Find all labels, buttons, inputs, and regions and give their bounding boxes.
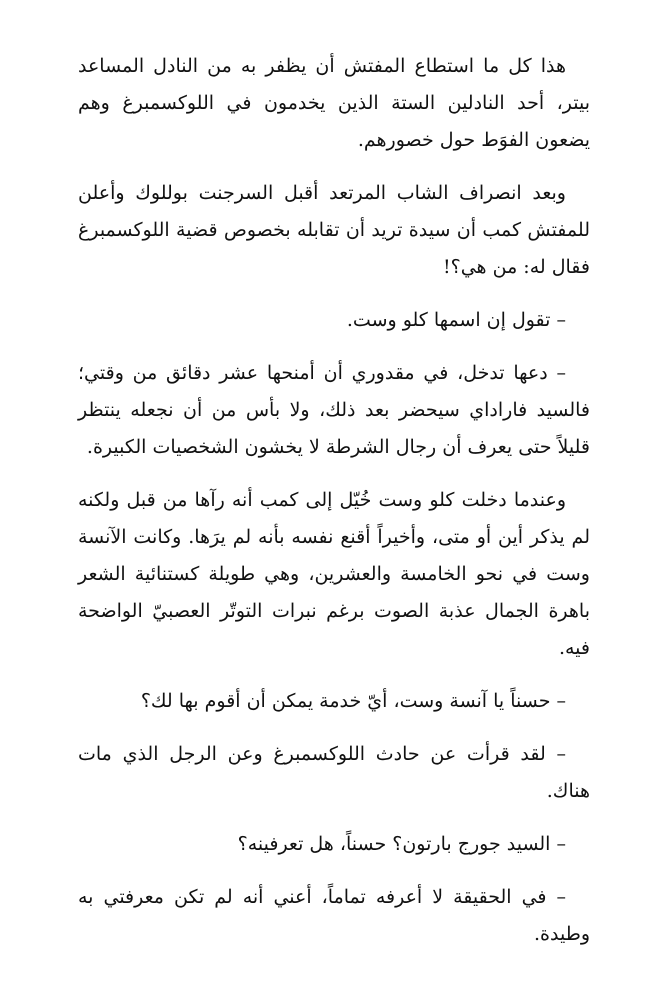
- paragraph-3: وعندما دخلت كلو وست خُيّل إلى كمب أنه رآها من قبل ولكنه لم يذكر أين أو متى، وأخيراً أقنع نفسه بأنه لم يرَها. وكانت الآنسة وست في نحو الخامسة والعشرين، وهي طويلة كستنائية الشعر باهرة الجمال عذبة الصوت برغم نبرات التوتّر العصبيّ الواضحة فيه.: [78, 489, 590, 659]
- book-page: [78, 48, 590, 969]
- dialogue-line-5: – السيد جورج بارتون؟ حسناً، هل تعرفينه؟: [237, 833, 566, 855]
- dialogue-line-2: – دعها تدخل، في مقدوري أن أمنحها عشر دقائق من وقتي؛ فالسيد فاراداي سيحضر بعد ذلك، ولا بأس من أن نجعله ينتظر قليلاً حتى يعرف أن رجال الشرطة لا يخشون الشخصيات الكبيرة.: [78, 362, 590, 458]
- dialogue-line-3: – حسناً يا آنسة وست، أيّ خدمة يمكن أن أقوم بها لك؟: [140, 690, 566, 712]
- paragraph-1: هذا كل ما استطاع المفتش أن يظفر به من النادل المساعد بيتر، أحد النادلين الستة الذين يخدمون في اللوكسمبرغ وهم يضعون الفوَط حول خصورهم.: [78, 55, 590, 151]
- paragraph-2: وبعد انصراف الشاب المرتعد أقبل السرجنت بوللوك وأعلن للمفتش كمب أن سيدة تريد أن تقابله بخصوص قضية اللوكسمبرغ فقال له: من هي؟!: [78, 182, 590, 278]
- dialogue-line-6: – في الحقيقة لا أعرفه تماماً، أعني أنه لم تكن معرفتي به وطيدة.: [78, 886, 590, 945]
- dialogue-line-4: – لقد قرأت عن حادث اللوكسمبرغ وعن الرجل الذي مات هناك.: [78, 743, 590, 802]
- dialogue-line-1: – تقول إن اسمها كلو وست.: [346, 309, 566, 331]
